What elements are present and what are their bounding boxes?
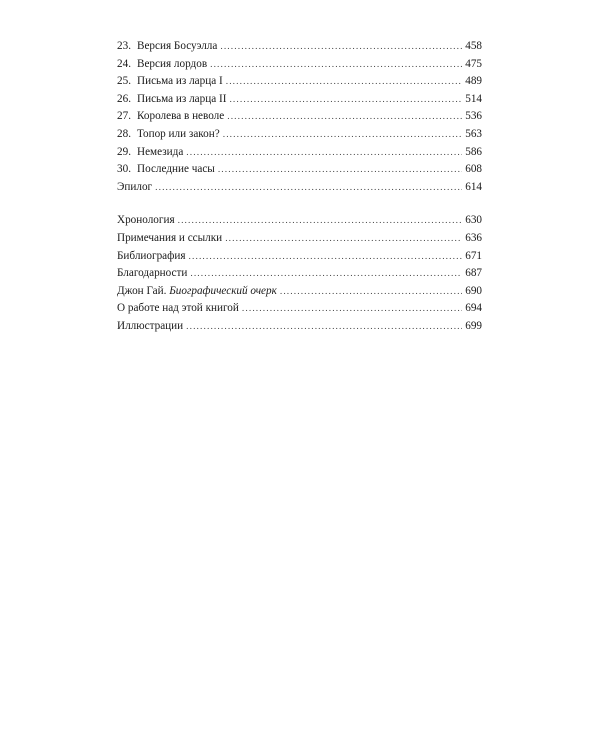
page-number: 586 bbox=[465, 145, 482, 158]
toc-entry bbox=[117, 265, 482, 283]
page-number: 563 bbox=[465, 127, 482, 140]
page-number: 536 bbox=[465, 110, 482, 123]
dot-leader bbox=[242, 301, 462, 319]
page-number: 671 bbox=[465, 249, 482, 262]
chapter-title: Топор или закон? bbox=[137, 127, 220, 140]
chapter-number: 25. bbox=[117, 75, 131, 88]
page-number: 694 bbox=[465, 302, 482, 315]
author-name: Джон Гай. bbox=[117, 284, 167, 297]
toc-entry bbox=[117, 248, 482, 266]
section-title: Хронология bbox=[117, 214, 175, 227]
toc-entry bbox=[117, 91, 482, 109]
appendix-group bbox=[117, 212, 482, 335]
section-title: Иллюстрации bbox=[117, 319, 184, 332]
toc-entry bbox=[117, 318, 482, 336]
section-title: Благодарности bbox=[117, 267, 188, 280]
toc-entry bbox=[117, 73, 482, 91]
dot-leader bbox=[220, 39, 462, 57]
dot-leader bbox=[218, 162, 462, 180]
toc-entry bbox=[117, 230, 482, 248]
dot-leader bbox=[189, 249, 463, 267]
chapter-title: Королева в неволе bbox=[137, 110, 225, 123]
dot-leader bbox=[226, 74, 462, 92]
page-number: 489 bbox=[465, 75, 482, 88]
page-number: 458 bbox=[465, 40, 482, 52]
dot-leader bbox=[210, 57, 462, 75]
epilogue-title: Эпилог bbox=[117, 180, 153, 193]
chapter-number: 24. bbox=[117, 57, 131, 70]
chapter-title: Немезида bbox=[137, 145, 184, 158]
toc-entry-epilogue bbox=[117, 179, 482, 197]
chapters-group bbox=[117, 38, 482, 196]
chapter-title: Версия лордов bbox=[137, 57, 208, 70]
page-number: 475 bbox=[465, 57, 482, 70]
toc-entry bbox=[117, 108, 482, 126]
page-number: 690 bbox=[465, 284, 482, 297]
dot-leader bbox=[227, 109, 462, 127]
page-number: 614 bbox=[465, 180, 482, 193]
chapter-title: Письма из ларца II bbox=[137, 92, 227, 105]
chapter-number: 29. bbox=[117, 145, 131, 158]
page-number: 699 bbox=[465, 319, 482, 332]
toc-entry bbox=[117, 300, 482, 318]
chapter-number: 30. bbox=[117, 163, 131, 176]
section-title: О работе над этой книгой bbox=[117, 302, 239, 315]
chapter-title: Письма из ларца I bbox=[137, 75, 223, 88]
toc-entry bbox=[117, 283, 482, 301]
chapter-number: 26. bbox=[117, 92, 131, 105]
chapter-number: 28. bbox=[117, 127, 131, 140]
toc-entry bbox=[117, 212, 482, 230]
dot-leader bbox=[280, 284, 462, 302]
page-number: 636 bbox=[465, 231, 482, 244]
chapter-number: 27. bbox=[117, 110, 131, 123]
toc-entry bbox=[117, 38, 482, 56]
dot-leader bbox=[186, 145, 462, 163]
dot-leader bbox=[190, 266, 462, 284]
page-number: 630 bbox=[465, 214, 482, 227]
dot-leader bbox=[155, 180, 462, 198]
dot-leader bbox=[223, 127, 463, 145]
chapter-number: 23. bbox=[117, 40, 131, 52]
page-number: 514 bbox=[465, 92, 482, 105]
toc-entry bbox=[117, 56, 482, 74]
section-title: Примечания и ссылки bbox=[117, 231, 223, 244]
section-title bbox=[117, 283, 277, 301]
page-number: 608 bbox=[465, 163, 482, 176]
dot-leader bbox=[225, 231, 462, 249]
dot-leader bbox=[229, 92, 462, 110]
section-title: Библиография bbox=[117, 249, 186, 262]
dot-leader bbox=[178, 213, 463, 231]
toc-entry bbox=[117, 161, 482, 179]
toc-entry bbox=[117, 144, 482, 162]
section-subtitle: Биографический очерк bbox=[169, 284, 277, 297]
toc-entry bbox=[117, 126, 482, 144]
chapter-title: Последние часы bbox=[137, 163, 215, 176]
table-of-contents bbox=[117, 38, 482, 336]
dot-leader bbox=[186, 319, 462, 337]
page-number: 687 bbox=[465, 267, 482, 280]
chapter-title: Версия Босуэлла bbox=[137, 40, 218, 52]
